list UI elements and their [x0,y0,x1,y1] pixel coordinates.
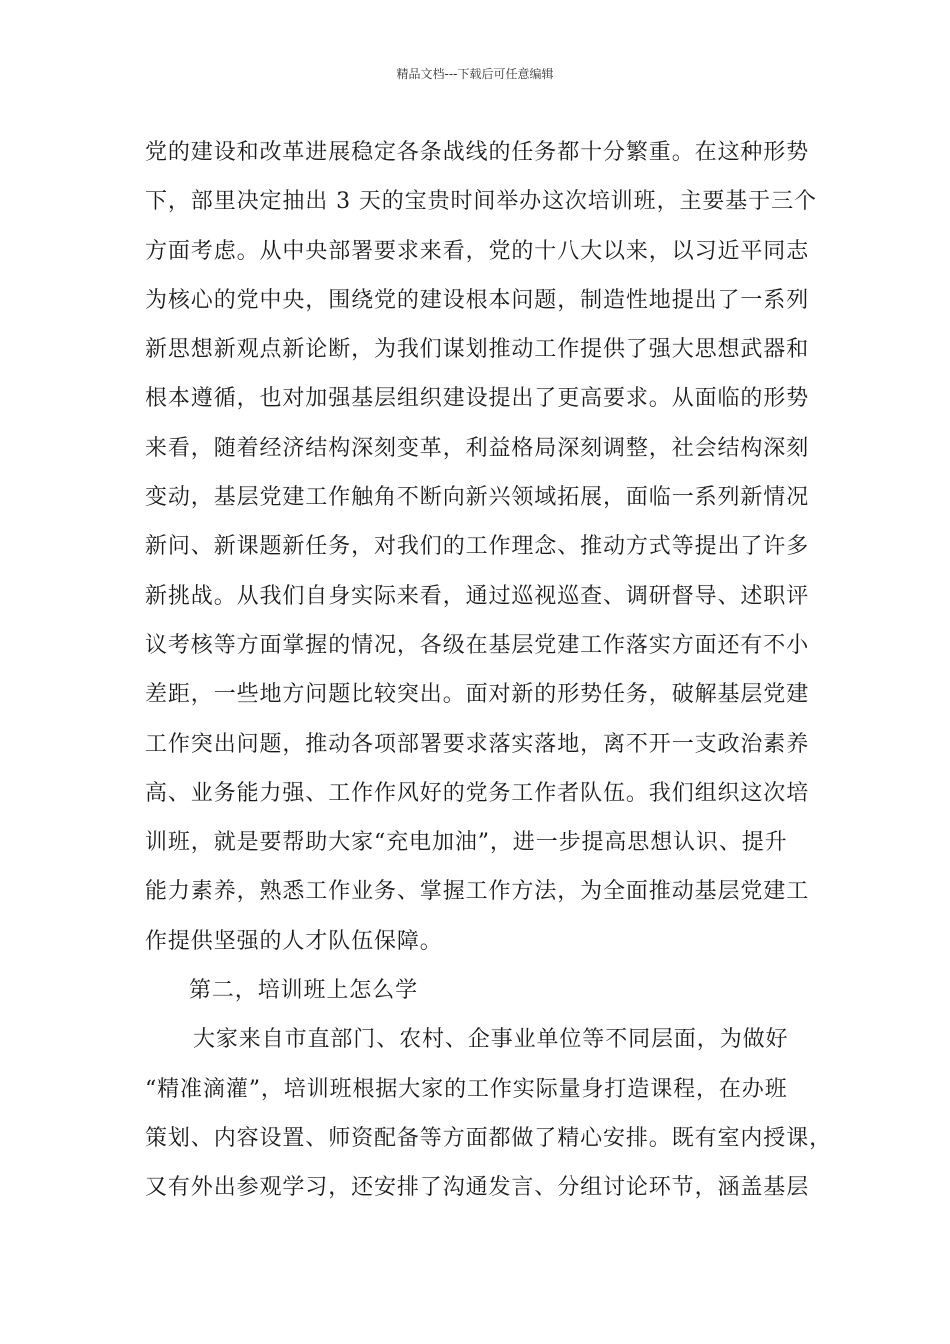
text-line: 变动，基层党建工作触角不断向新兴领域拓展，面临一系列新情况 [145,485,810,511]
text-line: 差距，一些地方问题比较突出。面对新的形势任务，破解基层党建 [145,682,810,708]
paragraph-1 [145,128,817,966]
text-line: 工作突出问题，推动各项部署要求落实落地，离不开一支政治素养 [145,731,810,757]
page-header: 精品文档---下载后可任意编辑 [396,67,554,81]
text-line: 议考核等方面掌握的情况，各级在基层党建工作落实方面还有不小 [145,632,810,658]
text-line: “精准滴灌”，培训班根据大家的工作实际量身打造课程，在办班 [145,1076,788,1102]
text-line: 新思想新观点新论断，为我们谋划推动工作提供了强大思想武器和 [145,337,810,363]
text-line: 又有外出参观学习，还安排了沟通发言、分组讨论环节，涵盖基层 [145,1175,810,1201]
text-line: 为核心的党中央，围绕党的建设根本问题，制造性地提出了一系列 [145,287,810,313]
text-line: 高、业务能力强、工作作风好的党务工作者队伍。我们组织这次培 [145,780,810,806]
text-line: 下，部里决定抽出 3 天的宝贵时间举办这次培训班，主要基于三个 [145,189,817,215]
text-line: 新挑战。从我们自身实际来看，通过巡视巡查、调研督导、述职评 [145,583,810,609]
text-line: 策划、内容设置、师资配备等方面都做了精心安排。既有室内授课， [145,1125,833,1151]
text-line: 党的建设和改革进展稳定各条战线的任务都十分繁重。在这种形势 [145,140,810,165]
text-line: 能力素养，熟悉工作业务、掌握工作方法，为全面推动基层党建工 [145,879,810,905]
text-line: 作提供坚强的人才队伍保障。 [145,928,443,954]
text-line: 大家来自市直部门、农村、企事业单位等不同层面，为做好 [193,1027,789,1053]
document-body [145,128,833,1213]
paragraph-2 [145,1015,833,1212]
text-line: 训班，就是要帮助大家“充电加油”，进一步提高思想认识、提升 [145,830,788,856]
section-heading: 第二，培训班上怎么学 [189,978,419,1004]
text-line: 方面考虑。从中央部署要求来看，党的十八大以来，以习近平同志 [145,238,810,264]
text-line: 新问、新课题新任务，对我们的工作理念、推动方式等提出了许多 [145,534,810,560]
text-line: 来看，随着经济结构深刻变革，利益格局深刻调整，社会结构深刻 [145,435,810,461]
text-line: 根本遵循，也对加强基层组织建设提出了更高要求。从面临的形势 [145,386,810,412]
